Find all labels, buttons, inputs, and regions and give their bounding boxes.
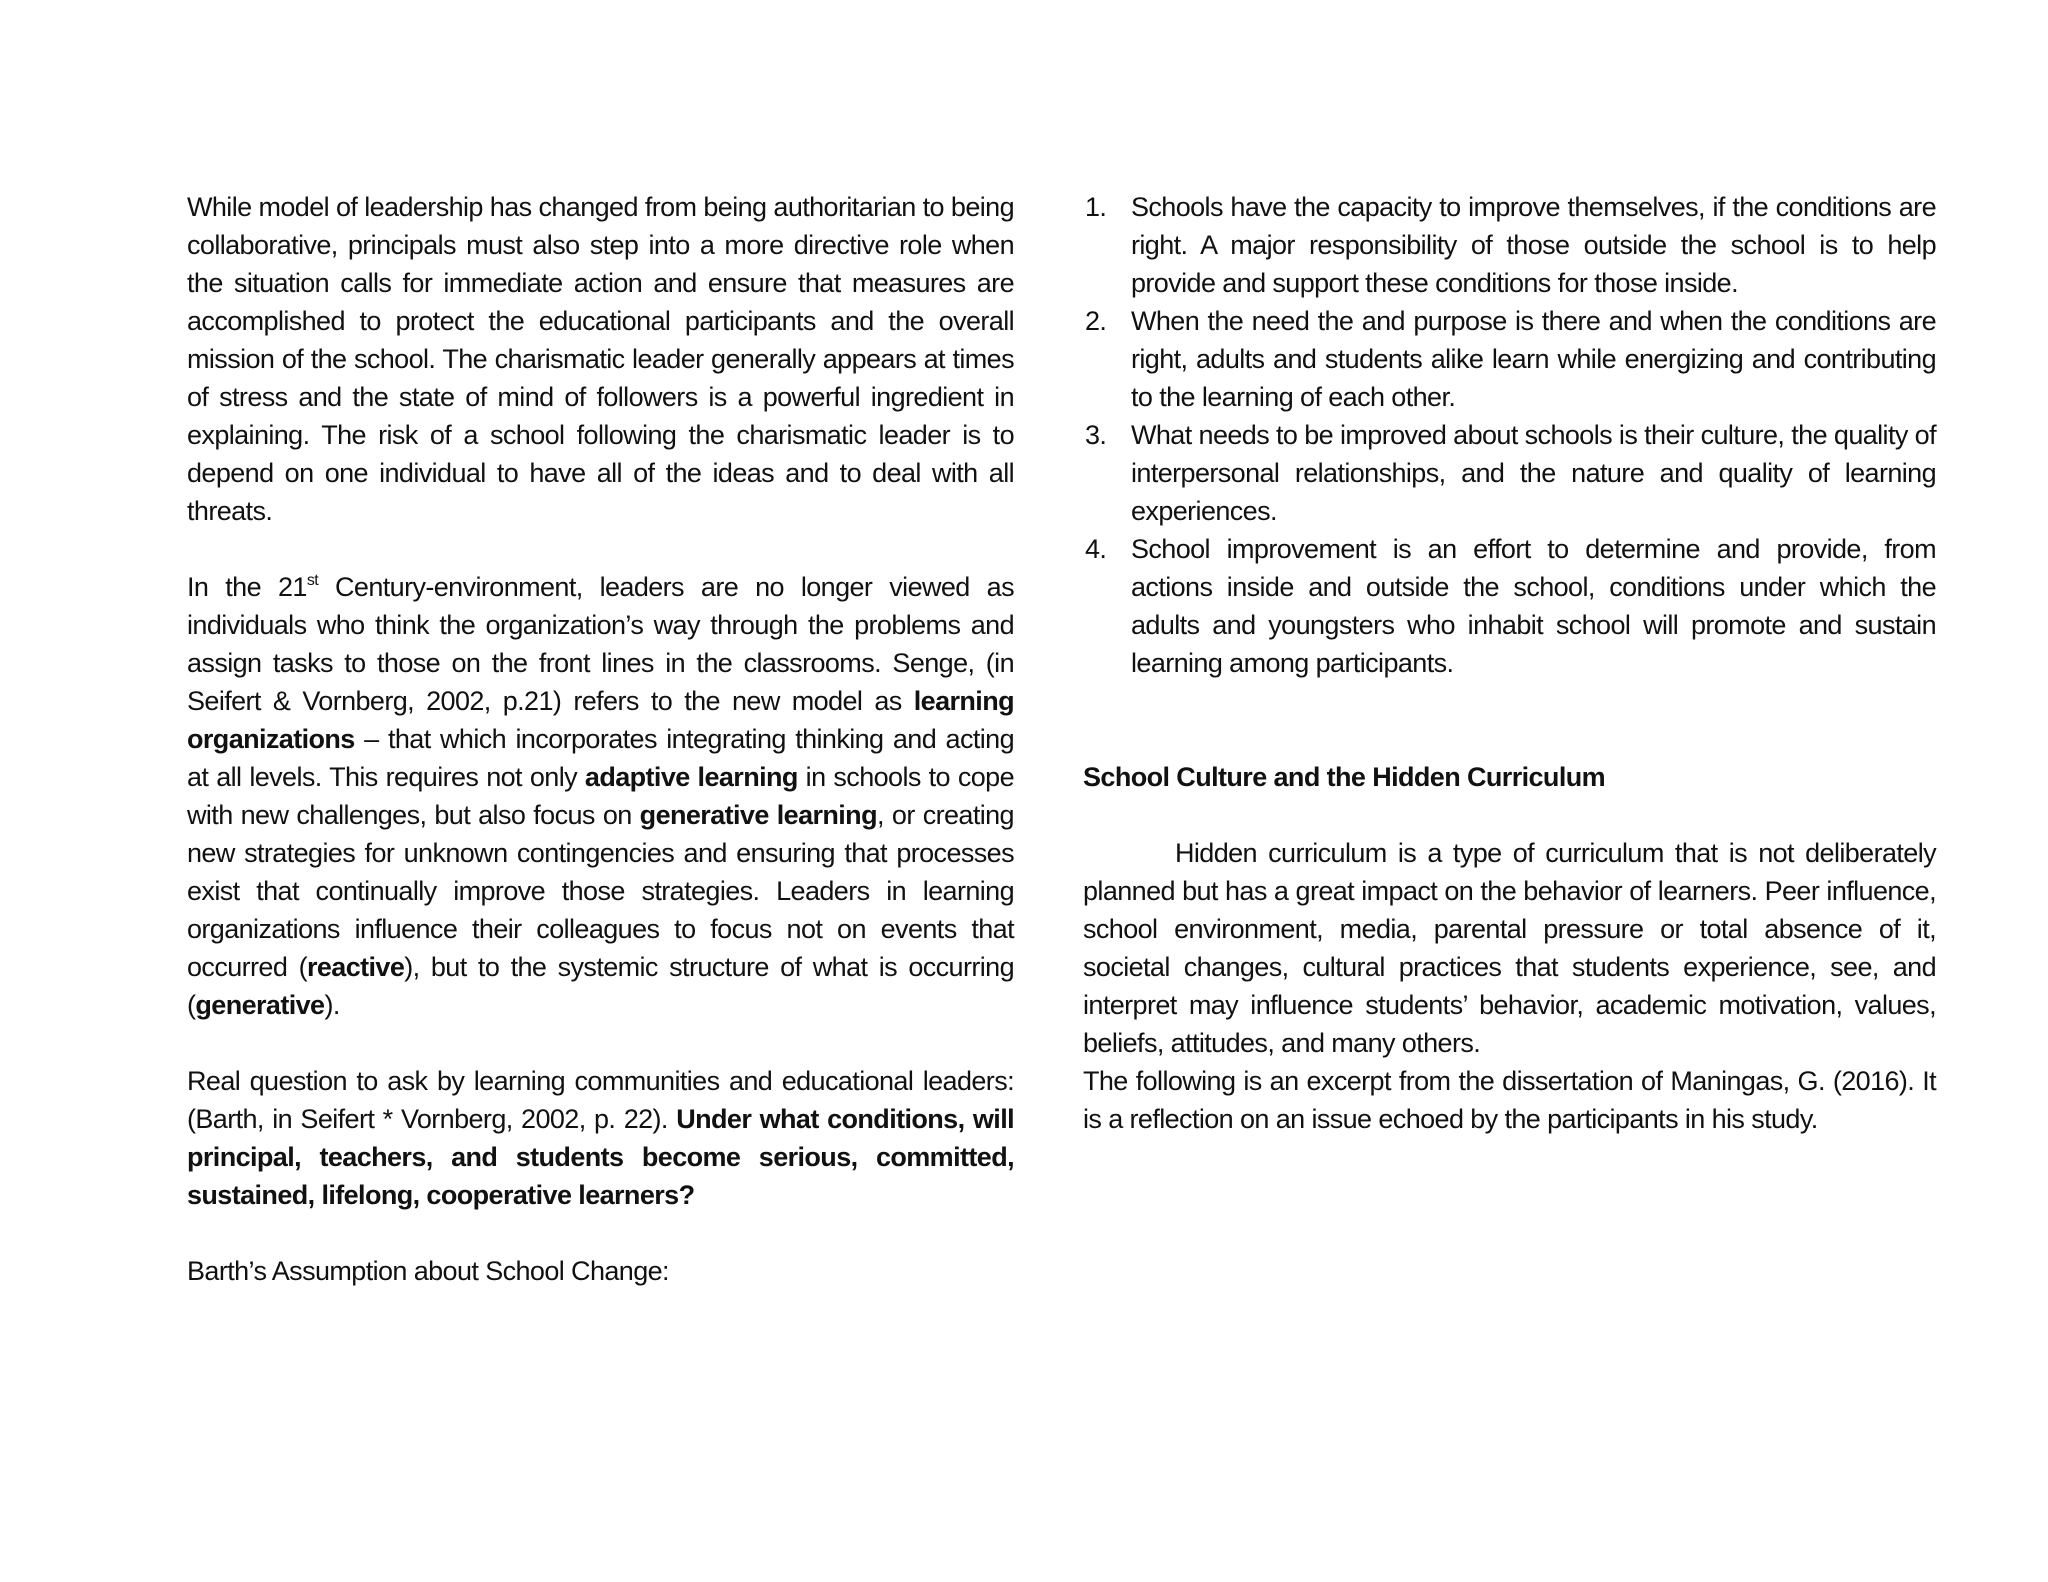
paragraph-hidden-curriculum: Hidden curriculum is a type of curriculum that is not deliberately planned but has a great impact on the behavior of learners. Peer influence, school environment, media, parental pressure or total absence of it, societal changes, cultural practices that students experience, see, and interpret may influence students’ behavior, academic motivation, values, beliefs, attitudes, and many others. bbox=[1083, 838, 1936, 1058]
list-item bbox=[1085, 416, 1936, 530]
list-item-number: 1. bbox=[1085, 192, 1107, 222]
bold-under-what-conditions: Under what conditions, will principal, teachers, and students become serious, committed, sustained, lifelong, cooperative learners? bbox=[187, 1104, 1014, 1210]
list-item-number: 4. bbox=[1085, 534, 1107, 564]
text-run: In the 21 bbox=[187, 572, 307, 602]
paragraph-gap bbox=[1083, 682, 1936, 720]
left-column bbox=[187, 188, 1014, 1290]
barth-assumptions-list bbox=[1085, 188, 1936, 682]
list-item-number: 2. bbox=[1085, 306, 1107, 336]
text-run: in schools to cope with new challenges, but also focus on bbox=[187, 762, 1015, 830]
list-item-text: School improvement is an effort to determine and provide, from actions inside and outside the school, conditions under which the adults and youngsters who inhabit school will promote and sustain learning among participants. bbox=[1131, 534, 1936, 678]
paragraph-21st-century bbox=[187, 568, 1014, 1024]
list-item bbox=[1085, 530, 1936, 682]
bold-learning-organizations: learning organizations bbox=[187, 686, 1014, 754]
paragraph-gap bbox=[187, 1024, 1014, 1062]
paragraph-real-question bbox=[187, 1062, 1014, 1214]
paragraph-gap bbox=[187, 530, 1014, 568]
right-column bbox=[1083, 188, 1936, 1138]
text-run: ). bbox=[324, 990, 340, 1020]
section-heading: School Culture and the Hidden Curriculum bbox=[1083, 762, 1606, 792]
bold-generative-learning: generative learning bbox=[639, 800, 877, 830]
text-run: – that which incorporates integrating thinking and acting at all levels. This requires not only bbox=[187, 724, 1014, 792]
list-item bbox=[1085, 188, 1936, 302]
bold-generative: generative bbox=[195, 990, 325, 1020]
paragraph-gap bbox=[1083, 796, 1936, 834]
text-run: ), but to the systemic structure of what is occurring ( bbox=[187, 952, 1014, 1020]
text-run: , or creating new strategies for unknown contingencies and ensuring that processes exist that continually improve those strategies. Leaders in learning organizations influence their colleagues to focus not on events that occurred ( bbox=[187, 800, 1014, 982]
bold-reactive: reactive bbox=[306, 952, 405, 982]
right-body bbox=[1083, 682, 1936, 1138]
paragraph-leadership-models: While model of leadership has changed from being authoritarian to being collaborative, principals must also step into a more directive role when the situation calls for immediate action and ensure that measures are accomplished to protect the educational participants and the overall mission of the school. The charismatic leader generally appears at times of stress and the state of mind of followers is a powerful ingredient in explaining. The risk of a school following the charismatic leader is to depend on one individual to have all of the ideas and to deal with all threats. bbox=[187, 192, 1014, 526]
paragraph-barth-assumption: Barth’s Assumption about School Change: bbox=[187, 1256, 669, 1286]
paragraph-gap bbox=[1083, 720, 1936, 758]
list-item-number: 3. bbox=[1085, 420, 1107, 450]
list-item bbox=[1085, 302, 1936, 416]
list-item-text: Schools have the capacity to improve themselves, if the conditions are right. A major responsibility of those outside the school is to help provide and support these conditions for those inside. bbox=[1131, 192, 1936, 298]
paragraph-gap bbox=[187, 1214, 1014, 1252]
list-item-text: What needs to be improved about schools is their culture, the quality of interpersonal relationships, and the nature and quality of learning experiences. bbox=[1131, 420, 1936, 526]
text-run: Real question to ask by learning communities and educational leaders: (Barth, in Seifert * Vornberg, 2002, p. 22). bbox=[187, 1066, 1014, 1134]
bold-adaptive-learning: adaptive learning bbox=[584, 762, 798, 792]
list-item-text: When the need the and purpose is there and when the conditions are right, adults and students alike learn while energizing and contributing to the learning of each other. bbox=[1131, 306, 1936, 412]
superscript-st: st bbox=[306, 572, 319, 589]
paragraph-excerpt-intro: The following is an excerpt from the dissertation of Maningas, G. (2016). It is a reflection on an issue echoed by the participants in his study. bbox=[1083, 1066, 1936, 1134]
text-run: Century-environment, leaders are no longer viewed as individuals who think the organization’s way through the problems and assign tasks to those on the front lines in the classrooms. Senge, (in Seifert & Vornberg, 2002, p.21) refers to the new model as bbox=[187, 572, 1014, 716]
